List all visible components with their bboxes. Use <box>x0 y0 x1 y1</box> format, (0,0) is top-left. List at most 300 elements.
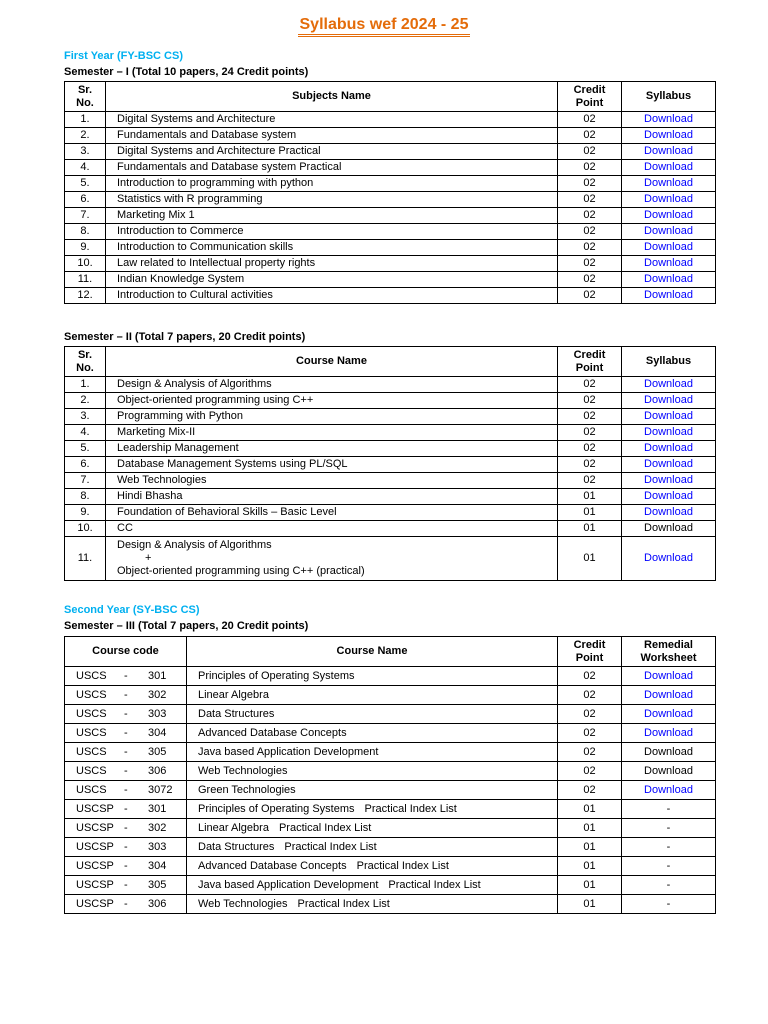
table-row <box>65 457 716 473</box>
credit-point: 01 <box>558 505 622 521</box>
table-row <box>65 705 716 724</box>
course-name: Web Technologies <box>198 764 288 777</box>
subject-name: Introduction to Commerce <box>106 224 558 240</box>
course-code-cell <box>65 724 187 743</box>
course-code <box>68 784 183 797</box>
syllabus-cell <box>622 505 716 521</box>
table-row <box>65 441 716 457</box>
credit-point: 02 <box>558 686 622 705</box>
header-syllabus: Syllabus <box>622 347 716 377</box>
row-number: 4. <box>65 425 106 441</box>
credit-point: 02 <box>558 256 622 272</box>
course-name: Principles of Operating Systems <box>198 802 355 815</box>
course-code-cell <box>65 819 187 838</box>
subject-name: Indian Knowledge System <box>106 272 558 288</box>
credit-point: 02 <box>558 743 622 762</box>
worksheet-dash: - <box>666 840 671 853</box>
course-code <box>68 670 183 683</box>
row-number: 3. <box>65 144 106 160</box>
row-number: 6. <box>65 192 106 208</box>
header-course-code: Course code <box>65 637 187 667</box>
row-number: 8. <box>65 489 106 505</box>
download-link[interactable]: Download <box>644 426 693 438</box>
worksheet-cell <box>622 800 716 819</box>
code-prefix: USCSP <box>76 840 114 853</box>
course-name: Advanced Database Concepts <box>198 859 347 872</box>
table-row <box>65 112 716 128</box>
subject-name: Object-oriented programming using C++ <box>106 393 558 409</box>
syllabus-cell <box>622 208 716 224</box>
download-link[interactable]: Download <box>644 145 693 157</box>
code-number: 301 <box>148 802 167 815</box>
credit-point: 02 <box>558 425 622 441</box>
worksheet-cell <box>622 667 716 686</box>
syllabus-cell <box>622 240 716 256</box>
download-link[interactable]: Download <box>644 707 693 720</box>
line-3: Object-oriented programming using C++ (practical) <box>117 565 365 577</box>
header-course-name: Course Name <box>187 637 558 667</box>
course-name: Green Technologies <box>198 783 296 796</box>
syllabus-cell <box>622 489 716 505</box>
course-code <box>68 860 183 873</box>
code-dash: - <box>124 783 128 796</box>
code-number: 303 <box>148 707 167 720</box>
line-plus: + <box>145 552 152 564</box>
subject-name-multiline <box>106 537 558 581</box>
credit-point: 02 <box>558 272 622 288</box>
code-prefix: USCS <box>76 669 107 682</box>
subject-name: Web Technologies <box>106 473 558 489</box>
credit-point: 02 <box>558 409 622 425</box>
subject-name: Statistics with R programming <box>106 192 558 208</box>
download-link[interactable]: Download <box>644 193 693 205</box>
download-link[interactable]: Download <box>644 241 693 253</box>
table-row <box>65 537 716 581</box>
header-course-name: Course Name <box>106 347 558 377</box>
subject-name: Leadership Management <box>106 441 558 457</box>
row-number: 11. <box>65 537 106 581</box>
subject-name: Database Management Systems using PL/SQL <box>106 457 558 473</box>
course-code-cell <box>65 876 187 895</box>
worksheet-cell <box>622 895 716 914</box>
course-code <box>68 822 183 835</box>
table-row <box>65 781 716 800</box>
course-code <box>68 879 183 892</box>
worksheet-cell <box>622 762 716 781</box>
code-dash: - <box>124 878 128 891</box>
table-row <box>65 895 716 914</box>
download-link[interactable]: Download <box>644 688 693 701</box>
download-link[interactable]: Download <box>644 764 693 777</box>
worksheet-cell <box>622 705 716 724</box>
code-dash: - <box>124 726 128 739</box>
practical-index-list: Practical Index List <box>364 802 457 815</box>
course-code <box>68 727 183 740</box>
course-code <box>68 841 183 854</box>
course-code <box>68 746 183 759</box>
course-code <box>68 803 183 816</box>
row-number: 1. <box>65 112 106 128</box>
subject-name: Programming with Python <box>106 409 558 425</box>
download-link[interactable]: Download <box>644 129 693 141</box>
credit-point: 01 <box>558 819 622 838</box>
row-number: 9. <box>65 240 106 256</box>
subject-name: Foundation of Behavioral Skills – Basic Level <box>106 505 558 521</box>
download-link[interactable]: Download <box>644 289 693 301</box>
course-name: Linear Algebra <box>198 688 269 701</box>
course-name-cell <box>187 838 558 857</box>
header-sr-no: Sr. No. <box>65 347 106 377</box>
download-link[interactable]: Download <box>644 474 693 486</box>
code-dash: - <box>124 764 128 777</box>
syllabus-cell <box>622 160 716 176</box>
code-prefix: USCS <box>76 726 107 739</box>
header-credit-point: Credit Point <box>558 82 622 112</box>
row-number: 11. <box>65 272 106 288</box>
course-name-cell <box>187 705 558 724</box>
table-row <box>65 144 716 160</box>
download-link[interactable]: Download <box>644 552 693 564</box>
table-row <box>65 208 716 224</box>
code-prefix: USCS <box>76 707 107 720</box>
course-name: Principles of Operating Systems <box>198 669 355 682</box>
download-link[interactable]: Download <box>644 490 693 502</box>
course-name: Advanced Database Concepts <box>198 726 347 739</box>
download-link[interactable]: Download <box>644 394 693 406</box>
semester-1-table <box>64 81 716 304</box>
credit-point: 02 <box>558 160 622 176</box>
course-name-cell <box>187 743 558 762</box>
worksheet-cell <box>622 876 716 895</box>
subject-name: Digital Systems and Architecture <box>106 112 558 128</box>
credit-point: 02 <box>558 473 622 489</box>
header-syllabus: Syllabus <box>622 82 716 112</box>
download-link[interactable]: Download <box>644 458 693 470</box>
worksheet-cell <box>622 724 716 743</box>
table-row <box>65 272 716 288</box>
credit-point: 02 <box>558 457 622 473</box>
credit-point: 02 <box>558 441 622 457</box>
course-code-cell <box>65 857 187 876</box>
course-name-cell <box>187 667 558 686</box>
course-name: Data Structures <box>198 840 275 853</box>
table-row <box>65 876 716 895</box>
syllabus-cell <box>622 144 716 160</box>
credit-point: 01 <box>558 857 622 876</box>
header-subject-name: Subjects Name <box>106 82 558 112</box>
row-number: 9. <box>65 505 106 521</box>
credit-point: 01 <box>558 876 622 895</box>
code-dash: - <box>124 897 128 910</box>
code-number: 3072 <box>148 783 173 796</box>
practical-index-list: Practical Index List <box>388 878 481 891</box>
worksheet-dash: - <box>666 821 671 834</box>
code-prefix: USCS <box>76 688 107 701</box>
semester-3-table <box>64 636 716 914</box>
code-number: 306 <box>148 897 167 910</box>
table-row <box>65 800 716 819</box>
credit-point: 02 <box>558 112 622 128</box>
table-row <box>65 857 716 876</box>
subject-name: Introduction to programming with python <box>106 176 558 192</box>
credit-point: 02 <box>558 667 622 686</box>
syllabus-cell <box>622 537 716 581</box>
syllabus-cell <box>622 521 716 537</box>
table-row <box>65 256 716 272</box>
course-name-cell <box>187 724 558 743</box>
syllabus-cell <box>622 441 716 457</box>
course-name-cell <box>187 895 558 914</box>
syllabus-cell <box>622 425 716 441</box>
subject-name: CC <box>106 521 558 537</box>
course-code-cell <box>65 762 187 781</box>
code-dash: - <box>124 802 128 815</box>
credit-point: 02 <box>558 705 622 724</box>
worksheet-cell <box>622 743 716 762</box>
worksheet-dash: - <box>666 878 671 891</box>
code-number: 305 <box>148 745 167 758</box>
download-link[interactable]: Download <box>644 209 693 221</box>
download-link[interactable]: Download <box>644 225 693 237</box>
worksheet-cell <box>622 838 716 857</box>
worksheet-cell <box>622 781 716 800</box>
second-year-heading: Second Year (SY-BSC CS) <box>64 604 200 616</box>
code-dash: - <box>124 745 128 758</box>
course-code-cell <box>65 838 187 857</box>
code-number: 303 <box>148 840 167 853</box>
download-link[interactable]: Download <box>644 113 693 125</box>
code-dash: - <box>124 688 128 701</box>
code-dash: - <box>124 707 128 720</box>
credit-point: 02 <box>558 724 622 743</box>
syllabus-cell <box>622 457 716 473</box>
practical-index-list: Practical Index List <box>284 840 377 853</box>
table-row <box>65 505 716 521</box>
row-number: 2. <box>65 393 106 409</box>
table-row <box>65 176 716 192</box>
course-code-cell <box>65 895 187 914</box>
credit-point: 01 <box>558 800 622 819</box>
course-code <box>68 689 183 702</box>
credit-point: 01 <box>558 489 622 505</box>
course-code-cell <box>65 667 187 686</box>
course-name: Java based Application Development <box>198 878 379 891</box>
course-name-cell <box>187 857 558 876</box>
subject-name: Law related to Intellectual property rights <box>106 256 558 272</box>
header-credit-point: Credit Point <box>558 347 622 377</box>
syllabus-cell <box>622 409 716 425</box>
credit-point: 02 <box>558 208 622 224</box>
download-link[interactable]: Download <box>644 442 693 454</box>
download-link[interactable]: Download <box>644 161 693 173</box>
row-number: 12. <box>65 288 106 304</box>
download-link[interactable]: Download <box>644 410 693 422</box>
syllabus-cell <box>622 112 716 128</box>
semester-2-heading: Semester – II (Total 7 papers, 20 Credit points) <box>64 331 306 343</box>
code-prefix: USCSP <box>76 821 114 834</box>
course-name: Web Technologies <box>198 897 288 910</box>
course-name-cell <box>187 686 558 705</box>
course-name: Java based Application Development <box>198 745 379 758</box>
course-name: Linear Algebra <box>198 821 269 834</box>
credit-point: 01 <box>558 895 622 914</box>
table-row <box>65 240 716 256</box>
table-row <box>65 393 716 409</box>
worksheet-dash: - <box>666 802 671 815</box>
table-row <box>65 743 716 762</box>
download-link[interactable]: Download <box>644 522 693 534</box>
syllabus-cell <box>622 272 716 288</box>
code-dash: - <box>124 821 128 834</box>
line-1: Design & Analysis of Algorithms <box>117 539 272 551</box>
course-code <box>68 708 183 721</box>
code-number: 301 <box>148 669 167 682</box>
subject-name: Fundamentals and Database system <box>106 128 558 144</box>
download-link[interactable]: Download <box>644 273 693 285</box>
course-code <box>68 898 183 911</box>
credit-point: 02 <box>558 128 622 144</box>
download-link[interactable]: Download <box>644 378 693 390</box>
subject-name: Hindi Bhasha <box>106 489 558 505</box>
credit-point: 02 <box>558 240 622 256</box>
semester-1-heading: Semester – I (Total 10 papers, 24 Credit points) <box>64 66 309 78</box>
code-number: 302 <box>148 688 167 701</box>
page-title-wrap <box>0 16 768 34</box>
table-row <box>65 724 716 743</box>
download-link[interactable]: Download <box>644 177 693 189</box>
header-sr-no: Sr. No. <box>65 82 106 112</box>
credit-point: 02 <box>558 762 622 781</box>
table-row <box>65 838 716 857</box>
table-row <box>65 473 716 489</box>
credit-point: 02 <box>558 781 622 800</box>
download-link[interactable]: Download <box>644 669 693 682</box>
table-row <box>65 128 716 144</box>
credit-point: 01 <box>558 537 622 581</box>
syllabus-cell <box>622 473 716 489</box>
credit-point: 01 <box>558 521 622 537</box>
worksheet-dash: - <box>666 897 671 910</box>
header-remedial-worksheet: Remedial Worksheet <box>622 637 716 667</box>
row-number: 7. <box>65 473 106 489</box>
course-code-cell <box>65 781 187 800</box>
credit-point: 02 <box>558 288 622 304</box>
course-name: Data Structures <box>198 707 275 720</box>
practical-index-list: Practical Index List <box>356 859 449 872</box>
table-row <box>65 819 716 838</box>
table-row <box>65 224 716 240</box>
code-dash: - <box>124 840 128 853</box>
credit-point: 01 <box>558 838 622 857</box>
code-prefix: USCS <box>76 745 107 758</box>
subject-name: Design & Analysis of Algorithms <box>106 377 558 393</box>
download-link[interactable]: Download <box>644 726 693 739</box>
code-prefix: USCS <box>76 764 107 777</box>
table-row <box>65 521 716 537</box>
table-row <box>65 489 716 505</box>
code-dash: - <box>124 859 128 872</box>
course-name-cell <box>187 819 558 838</box>
first-year-heading: First Year (FY-BSC CS) <box>64 50 183 62</box>
header-credit-point: Credit Point <box>558 637 622 667</box>
syllabus-cell <box>622 256 716 272</box>
code-number: 306 <box>148 764 167 777</box>
worksheet-cell <box>622 686 716 705</box>
syllabus-cell <box>622 176 716 192</box>
credit-point: 02 <box>558 176 622 192</box>
row-number: 8. <box>65 224 106 240</box>
subject-name: Marketing Mix 1 <box>106 208 558 224</box>
table-row <box>65 409 716 425</box>
code-number: 304 <box>148 726 167 739</box>
semester-2-table <box>64 346 716 581</box>
credit-point: 02 <box>558 192 622 208</box>
course-name-cell <box>187 800 558 819</box>
row-number: 10. <box>65 256 106 272</box>
practical-index-list: Practical Index List <box>278 821 372 834</box>
table-row <box>65 425 716 441</box>
worksheet-dash: - <box>666 859 671 872</box>
row-number: 3. <box>65 409 106 425</box>
syllabus-cell <box>622 393 716 409</box>
page-title: Syllabus wef 2024 - 25 <box>298 16 471 37</box>
download-link[interactable]: Download <box>644 745 693 758</box>
table-row <box>65 160 716 176</box>
credit-point: 02 <box>558 393 622 409</box>
table-row <box>65 667 716 686</box>
credit-point: 02 <box>558 224 622 240</box>
code-prefix: USCSP <box>76 878 114 891</box>
syllabus-cell <box>622 377 716 393</box>
table-row <box>65 686 716 705</box>
syllabus-cell <box>622 288 716 304</box>
course-code-cell <box>65 705 187 724</box>
subject-name: Introduction to Cultural activities <box>106 288 558 304</box>
code-number: 302 <box>148 821 167 834</box>
syllabus-cell <box>622 128 716 144</box>
subject-name: Fundamentals and Database system Practical <box>106 160 558 176</box>
download-link[interactable]: Download <box>644 506 693 518</box>
download-link[interactable]: Download <box>644 257 693 269</box>
practical-index-list: Practical Index List <box>297 897 390 910</box>
syllabus-cell <box>622 192 716 208</box>
course-name-cell <box>187 781 558 800</box>
semester-3-heading: Semester – III (Total 7 papers, 20 Credit points) <box>64 620 309 632</box>
download-link[interactable]: Download <box>644 783 693 796</box>
credit-point: 02 <box>558 377 622 393</box>
subject-name: Marketing Mix-II <box>106 425 558 441</box>
course-name-cell <box>187 762 558 781</box>
course-code <box>68 765 183 778</box>
syllabus-cell <box>622 224 716 240</box>
code-number: 304 <box>148 859 167 872</box>
row-number: 2. <box>65 128 106 144</box>
code-prefix: USCSP <box>76 802 114 815</box>
table-row <box>65 377 716 393</box>
row-number: 7. <box>65 208 106 224</box>
table-row <box>65 192 716 208</box>
code-prefix: USCSP <box>76 897 114 910</box>
worksheet-cell <box>622 819 716 838</box>
row-number: 5. <box>65 176 106 192</box>
course-name-cell <box>187 876 558 895</box>
course-code-cell <box>65 800 187 819</box>
row-number: 5. <box>65 441 106 457</box>
table-row <box>65 288 716 304</box>
course-code-cell <box>65 743 187 762</box>
table-row <box>65 762 716 781</box>
worksheet-cell <box>622 857 716 876</box>
